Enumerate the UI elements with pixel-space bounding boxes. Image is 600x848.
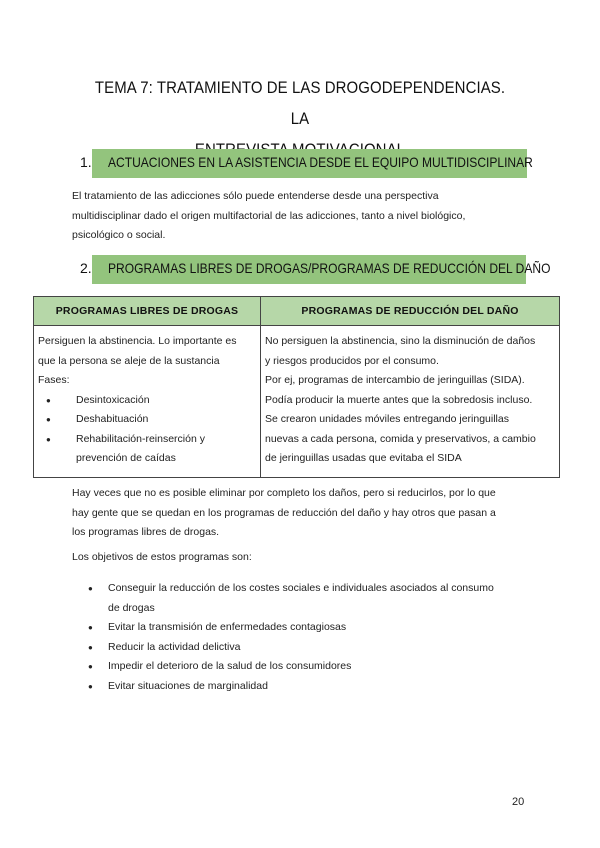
intro-paragraph bbox=[72, 187, 532, 246]
cell-line: y riesgos producidos por el consumo. bbox=[265, 354, 439, 367]
list-item: ● Impedir el deterioro de la salud de los consumidores bbox=[86, 657, 526, 677]
section-heading-1 bbox=[80, 149, 533, 178]
intro-line: multidisciplinar dado el origen multifactorial de las adicciones, tanto a nivel biológico, bbox=[72, 209, 466, 222]
page-number: 20 bbox=[512, 796, 525, 808]
section-number: 2. bbox=[80, 260, 92, 276]
table-row bbox=[34, 326, 560, 478]
goals-list bbox=[86, 579, 526, 696]
intro-line: psicológico o social. bbox=[72, 229, 166, 241]
section-number: 1. bbox=[80, 154, 92, 170]
paragraph-line: Hay veces que no es posible eliminar por completo los daños, pero si reducirlos, por lo que bbox=[72, 487, 496, 499]
paragraph-line: los programas libres de drogas. bbox=[72, 526, 220, 538]
section-title: ACTUACIONES EN LA ASISTENCIA DESDE EL EQUIPO MULTIDISCIPLINAR bbox=[108, 154, 533, 170]
cell-line: que la persona se aleje de la sustancia bbox=[38, 354, 220, 367]
phases-list bbox=[38, 391, 254, 450]
comparison-table bbox=[33, 296, 560, 478]
cell-line: No persiguen la abstinencia, sino la disminución de daños bbox=[265, 335, 536, 347]
cell-line: Persiguen la abstinencia. Lo importante es bbox=[38, 335, 237, 347]
cell-line: Podía producir la muerte antes que la sobredosis incluso. bbox=[265, 393, 533, 406]
list-item-line: de drogas bbox=[108, 601, 155, 614]
cell-line: Por ej, programas de intercambio de jeringuillas (SIDA). bbox=[265, 374, 525, 386]
list-item: ● Deshabituación bbox=[38, 410, 254, 430]
list-item: ● Reducir la actividad delictiva bbox=[86, 638, 526, 658]
cell-line: nuevas a cada persona, comida y preservativos, a cambio bbox=[265, 432, 536, 445]
header-harm-reduction-programs: PROGRAMAS DE REDUCCIÓN DEL DAÑO bbox=[261, 297, 560, 326]
list-item-continuation: prevención de caídas bbox=[76, 452, 176, 464]
harm-reduction-cell bbox=[261, 326, 560, 478]
section-title: PROGRAMAS LIBRES DE DROGAS/PROGRAMAS DE REDUCCIÓN DEL DAÑO bbox=[108, 260, 551, 276]
page-title-line-1: TEMA 7: TRATAMIENTO DE LAS DROGODEPENDENCIAS. LA bbox=[94, 78, 506, 128]
intro-line: El tratamiento de las adicciones sólo puede entenderse desde una perspectiva bbox=[72, 190, 439, 202]
goals-intro: Los objetivos de estos programas son: bbox=[72, 551, 252, 563]
list-item: ● Evitar situaciones de marginalidad bbox=[86, 677, 526, 697]
phases-label: Fases: bbox=[38, 374, 70, 386]
section-heading-2 bbox=[80, 255, 551, 284]
cell-line: Se crearon unidades móviles entregando jeringuillas bbox=[265, 413, 509, 425]
header-drug-free-programs: PROGRAMAS LIBRES DE DROGAS bbox=[34, 297, 261, 326]
drug-free-cell bbox=[34, 326, 261, 478]
table-header-row bbox=[34, 297, 560, 326]
list-item: ● Desintoxicación bbox=[38, 391, 254, 411]
paragraph-line: hay gente que se quedan en los programas de reducción del daño y hay otros que pasan a bbox=[72, 506, 496, 519]
list-item-line: ● Conseguir la reducción de los costes sociales e individuales asociados al consumo bbox=[108, 582, 494, 594]
cell-line: de jeringuillas usadas que evitaba el SIDA bbox=[265, 452, 462, 464]
list-item: ● Evitar la transmisión de enfermedades contagiosas bbox=[86, 618, 526, 638]
list-item bbox=[86, 579, 526, 618]
list-item: ● Rehabilitación-reinserción y bbox=[38, 430, 254, 450]
after-table-paragraph bbox=[72, 484, 528, 543]
